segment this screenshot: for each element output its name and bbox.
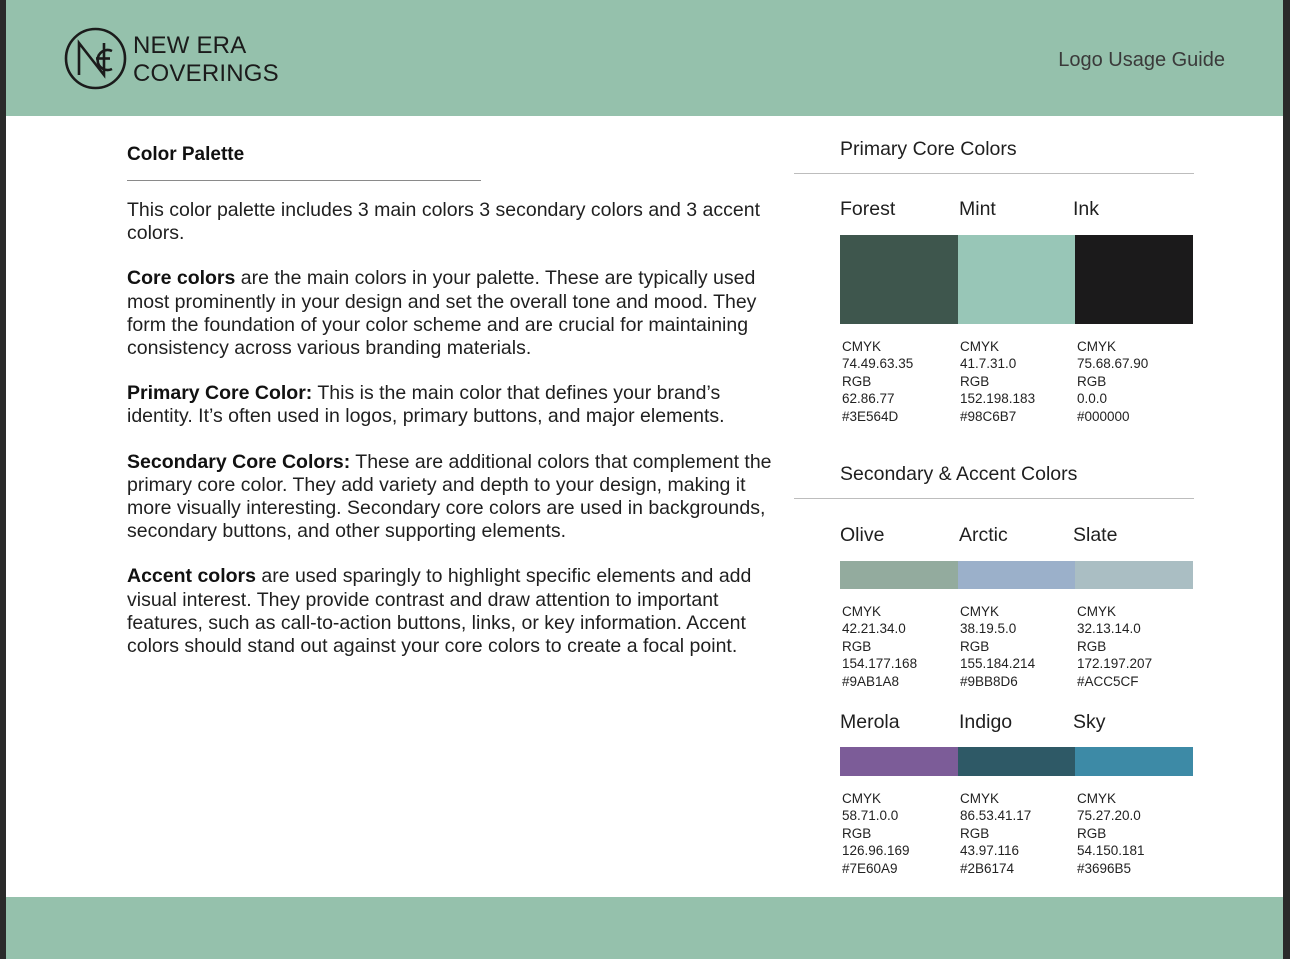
swatch-name: Ink: [1073, 198, 1100, 220]
cmyk-value: 38.19.5.0: [960, 621, 1017, 637]
color-codes: [1077, 603, 1152, 690]
cmyk-label: CMYK: [1077, 791, 1117, 806]
swatch-name: Forest: [840, 198, 896, 220]
rgb-value: 154.177.168: [842, 656, 918, 672]
secondary-colors-heading: Secondary & Accent Colors: [840, 463, 1078, 485]
hex-value: #3E564D: [842, 408, 899, 424]
secondary-swatch-names: [840, 524, 1193, 550]
rgb-label: RGB: [842, 825, 872, 841]
primary-swatch-row: [840, 235, 1193, 324]
swatch-mint: [958, 235, 1076, 324]
cmyk-label: CMYK: [960, 604, 1000, 619]
swatch-name: Sky: [1073, 711, 1106, 733]
swatch-arctic: [958, 561, 1076, 589]
rgb-value: 126.96.169: [842, 843, 910, 859]
color-codes: [1077, 338, 1148, 425]
cmyk-value: 32.13.14.0: [1077, 621, 1141, 637]
rgb-value: 0.0.0: [1077, 391, 1108, 407]
swatch-name: Olive: [840, 524, 885, 546]
cmyk-label: CMYK: [842, 791, 882, 806]
swatch-slate: [1075, 561, 1193, 589]
rgb-value: 62.86.77: [842, 391, 895, 407]
swatch-forest: [840, 235, 958, 324]
rgb-value: 172.197.207: [1077, 656, 1153, 672]
cmyk-value: 42.21.34.0: [842, 621, 906, 637]
rgb-label: RGB: [1077, 638, 1107, 654]
secondary-core-text: These are additional colors that complement the primary core color. They add variety and depth to your design, making it more visually interesting. Secondary core colors are used in backgrounds, secondary buttons, and other supporting elements.: [127, 450, 772, 543]
color-codes: [842, 790, 910, 877]
cmyk-label: CMYK: [842, 604, 882, 619]
rgb-label: RGB: [842, 638, 872, 654]
brand-name: [133, 32, 279, 88]
primary-core-paragraph: [127, 382, 772, 428]
section-title: Color Palette: [127, 144, 245, 165]
core-colors-term: Core colors: [127, 267, 236, 290]
swatch-name: Slate: [1073, 524, 1118, 546]
header: [6, 0, 1283, 116]
hex-value: #3696B5: [1077, 860, 1132, 876]
hex-value: #7E60A9: [842, 860, 898, 876]
cmyk-value: 41.7.31.0: [960, 356, 1017, 372]
swatch-name: Merola: [840, 711, 900, 733]
rgb-label: RGB: [1077, 825, 1107, 841]
rgb-label: RGB: [960, 638, 990, 654]
rgb-label: RGB: [960, 825, 990, 841]
rgb-value: 152.198.183: [960, 391, 1036, 407]
nec-monogram-icon: [64, 27, 127, 90]
cmyk-label: CMYK: [960, 339, 1000, 354]
color-codes: [842, 603, 917, 690]
rgb-label: RGB: [960, 373, 990, 389]
title-divider: [127, 180, 481, 181]
cmyk-value: 75.68.67.90: [1077, 356, 1149, 372]
cmyk-label: CMYK: [1077, 339, 1117, 354]
accent-colors-paragraph: [127, 565, 772, 658]
swatch-name: Arctic: [959, 524, 1008, 546]
rgb-value: 54.150.181: [1077, 843, 1145, 859]
swatch-olive: [840, 561, 958, 589]
rgb-value: 155.184.214: [960, 656, 1036, 672]
footer: [6, 897, 1283, 959]
accent-colors-text: are used sparingly to highlight specific elements and add visual interest. They provide contrast and draw attention to important features, such as call-to-action buttons, links, or key information. Accent colors should stand out against your core colors to create a focal point.: [127, 565, 752, 658]
core-colors-text: are the main colors in your palette. These are typically used most prominently in your design and set the overall tone and mood. They form the foundation of your color scheme and are crucial for maintaining consistency across various branding materials.: [127, 267, 757, 360]
swatch-ink: [1075, 235, 1193, 324]
color-codes: [1077, 790, 1145, 877]
swatch-indigo: [958, 747, 1076, 776]
primary-core-text: This is the main color that defines your brand’s identity. It’s often used in logos, primary buttons, and major elements.: [127, 382, 725, 428]
secondary-core-term: Secondary Core Colors:: [127, 450, 351, 473]
hex-value: #000000: [1077, 408, 1130, 424]
rgb-label: RGB: [1077, 373, 1107, 389]
primary-divider: [794, 173, 1194, 174]
cmyk-value: 86.53.41.17: [960, 808, 1032, 824]
hex-value: #ACC5CF: [1077, 673, 1139, 689]
swatch-merola: [840, 747, 958, 776]
primary-core-term: Primary Core Color:: [127, 382, 313, 405]
hex-value: #9BB8D6: [960, 673, 1018, 689]
secondary-core-paragraph: [127, 451, 772, 544]
page: [6, 0, 1283, 959]
primary-colors-heading: Primary Core Colors: [840, 138, 1017, 160]
cmyk-label: CMYK: [1077, 604, 1117, 619]
color-palette-section: [127, 140, 772, 658]
accent-swatch-row: [840, 747, 1193, 776]
color-codes: [960, 603, 1035, 690]
core-colors-paragraph: [127, 267, 772, 360]
accent-colors-term: Accent colors: [127, 565, 256, 588]
swatch-name: Indigo: [959, 711, 1013, 733]
cmyk-label: CMYK: [842, 339, 882, 354]
guide-title: Logo Usage Guide: [1058, 49, 1225, 71]
rgb-value: 43.97.116: [960, 843, 1020, 859]
cmyk-value: 74.49.63.35: [842, 356, 914, 372]
cmyk-value: 58.71.0.0: [842, 808, 899, 824]
hex-value: #2B6174: [960, 860, 1015, 876]
secondary-swatch-row: [840, 561, 1193, 589]
rgb-label: RGB: [842, 373, 872, 389]
color-codes: [842, 338, 913, 425]
primary-swatch-names: [840, 198, 1193, 224]
cmyk-label: CMYK: [960, 791, 1000, 806]
brand-line-2: COVERINGS: [133, 60, 279, 87]
accent-swatch-names: [840, 711, 1193, 737]
color-codes: [960, 338, 1035, 425]
brand-line-1: NEW ERA: [133, 32, 247, 59]
color-codes: [960, 790, 1031, 877]
secondary-divider: [794, 498, 1194, 499]
cmyk-value: 75.27.20.0: [1077, 808, 1141, 824]
intro-paragraph: This color palette includes 3 main colors 3 secondary colors and 3 accent colors.: [127, 199, 760, 245]
hex-value: #9AB1A8: [842, 673, 900, 689]
swatch-name: Mint: [959, 198, 996, 220]
swatch-sky: [1075, 747, 1193, 776]
hex-value: #98C6B7: [960, 408, 1017, 424]
